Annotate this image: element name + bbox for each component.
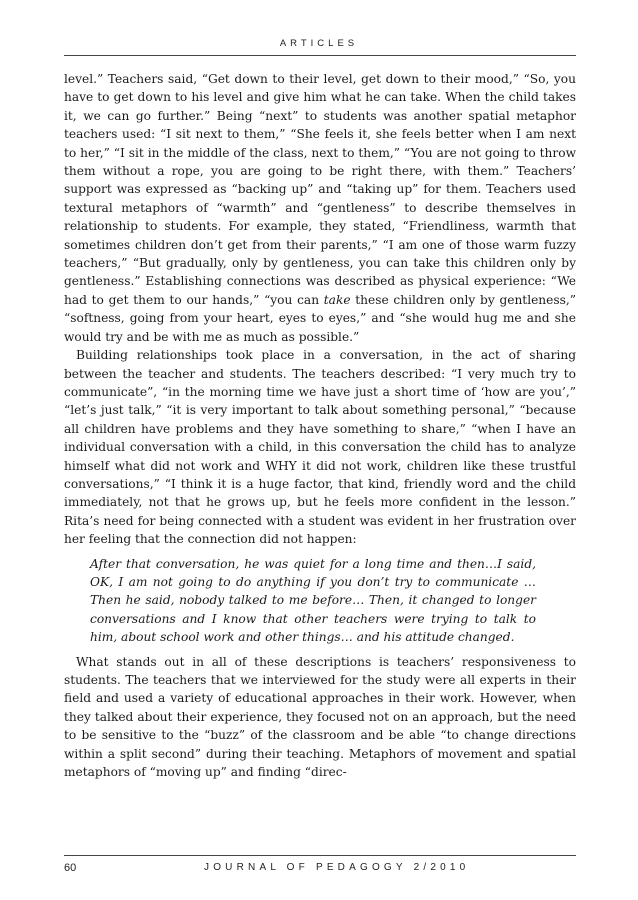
block-quote: After that conversation, he was quiet for a long time and then…I said, OK, I am not going to do anything if you don’t try to communicate …Then he said, nobody talked to me before… Then, it changed to longer conversations and I know that other teachers were trying to talk to him, about school work and other things… and his attitude changed. — [90, 556, 536, 645]
paragraph-2: Building relationships took place in a conversation, in the act of sharing between the teacher and students. The teachers described: “I very much try to communicate”, “in the morning time we have just a short time of ‘how are you’,” “let’s just talk,” “it is very important to talk about something personal,” “because all children have problems and they have something to share,” “when I have an individual conversation with a child, in this conversation the child has to analyze himself what did not work and WHY it did not work, children like these trustful conversations,” “I think it is a huge factor, that kind, friendly word and the child immediately, not that he grows up, but he feels more confident in the lesson.” Rita’s need for being connected with a student was evident in her frustration over her feeling that the connection did not happen: — [64, 348, 576, 547]
footer-rule — [64, 855, 576, 856]
article-body — [64, 70, 576, 781]
paragraph-3: What stands out in all of these descriptions is teachers’ responsiveness to students. The teachers that we interviewed for the study were all experts in their field and used a variety of educational approaches in their work. However, when they talked about their experience, they focused not on an approach, but the need to be sensitive to the “buzz” of the classroom and be able “to change directions within a split second” during their teaching. Metaphors of movement and spatial metaphors of “moving up” and finding “direc- — [64, 654, 576, 780]
page-number: 60 — [64, 862, 77, 874]
header-rule — [64, 55, 576, 56]
paragraph-1-text: level.” Teachers said, “Get down to their level, get down to their mood,” “So, you have to get down to his level and give him what he can take. When the child takes it, we can go further.” Being “next” to students was another spatial metaphor teachers used: “I sit next to them,” “She feels it, she feels better when I am next to her,” “I sit in the middle of the class, next to them,” “You are not going to throw them without a rope, you are going to be right there, with them.” Teachers’ support was expressed as “backing up” and “taking up” for them. Teachers used textural metaphors of “warmth” and “gentleness” to describe themselves in relationship to students. For example, they stated, “Friendliness, warmth that sometimes children don’t get from their parents,” “I am one of those warm fuzzy teachers,” “But gradually, only by gentleness, you can take this children only by gentleness.” Establishing connections was described as physical experience: “We had to get them to our hands,” “you can — [64, 72, 576, 307]
paragraph-1-text-end: these children only by gentleness,” “softness, going from your heart, eyes to eyes,” and “she would hug me and she would try and be with me as much as possible.” — [64, 292, 576, 344]
running-header: ARTICLES — [279, 38, 359, 49]
paragraph-1-emphasis: take — [323, 292, 351, 307]
paragraph-1 — [64, 70, 576, 346]
journal-title: JOURNAL OF PEDAGOGY 2/2010 — [204, 862, 470, 873]
